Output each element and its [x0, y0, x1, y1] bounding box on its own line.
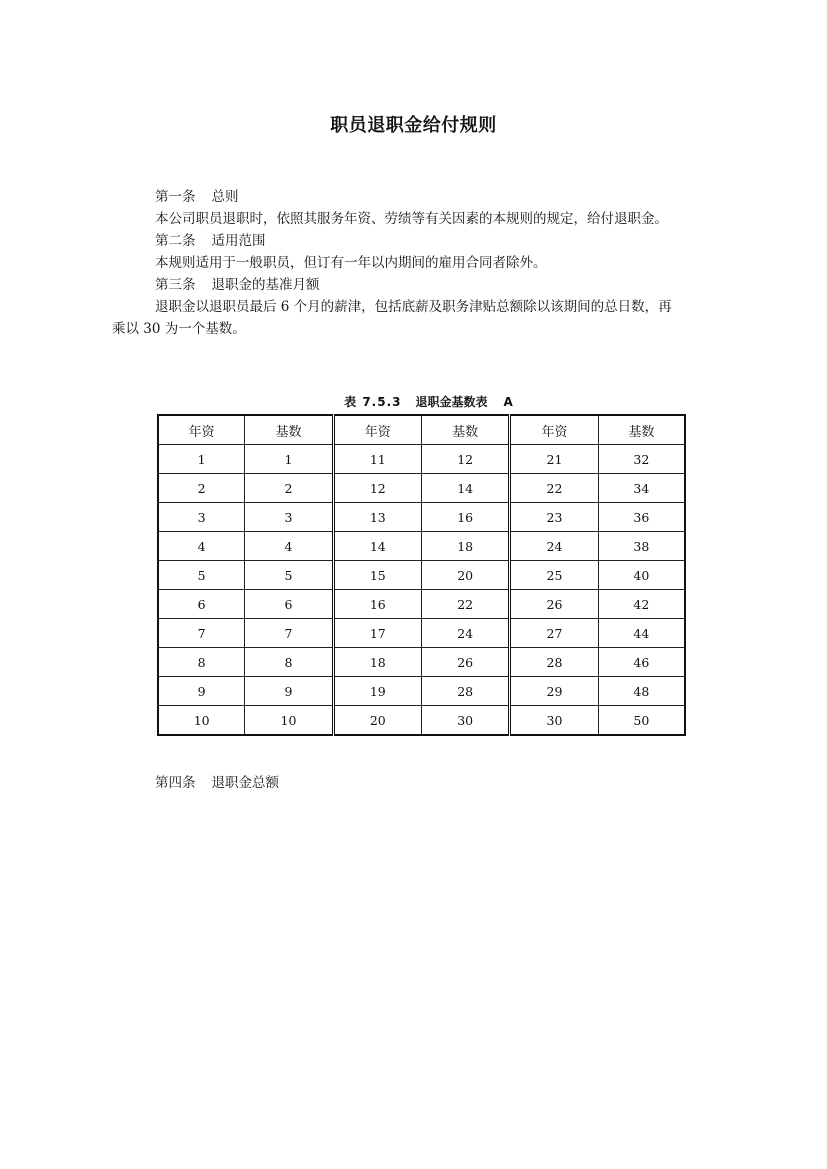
table-caption-suffix: A [503, 395, 513, 409]
article-heading: 退职金的基准月额 [211, 277, 320, 293]
cell-years: 9 [158, 677, 245, 706]
cell-base: 10 [245, 706, 333, 736]
article-3-heading [155, 275, 320, 295]
cell-years: 23 [510, 503, 598, 532]
cell-base: 30 [421, 706, 509, 736]
cell-base: 46 [598, 648, 685, 677]
cell-base: 5 [245, 561, 333, 590]
header-base: 基数 [245, 415, 333, 445]
table-caption-title: 退职金基数表 [415, 395, 488, 409]
cell-years: 21 [510, 445, 598, 474]
cell-base: 18 [421, 532, 509, 561]
cell-years: 8 [158, 648, 245, 677]
article-heading: 适用范围 [211, 233, 266, 249]
cell-years: 29 [510, 677, 598, 706]
cell-years: 11 [333, 445, 421, 474]
cell-years: 2 [158, 474, 245, 503]
cell-base: 2 [245, 474, 333, 503]
article-heading: 退职金总额 [211, 775, 279, 791]
cell-base: 44 [598, 619, 685, 648]
cell-base: 40 [598, 561, 685, 590]
cell-base: 24 [421, 619, 509, 648]
cell-years: 22 [510, 474, 598, 503]
article-3-paragraph-line-2: 乘以 30 为一个基数。 [112, 321, 246, 337]
table-row [158, 706, 685, 736]
cell-base: 14 [421, 474, 509, 503]
cell-base: 6 [245, 590, 333, 619]
table-row [158, 590, 685, 619]
table-body [158, 445, 685, 736]
cell-years: 16 [333, 590, 421, 619]
cell-years: 25 [510, 561, 598, 590]
cell-base: 8 [245, 648, 333, 677]
table-caption-number: 表 7.5.3 [344, 395, 402, 409]
cell-base: 50 [598, 706, 685, 736]
cell-base: 32 [598, 445, 685, 474]
table-row [158, 561, 685, 590]
cell-years: 12 [333, 474, 421, 503]
cell-base: 4 [245, 532, 333, 561]
cell-years: 15 [333, 561, 421, 590]
table-row [158, 619, 685, 648]
header-years: 年资 [158, 415, 245, 445]
cell-years: 6 [158, 590, 245, 619]
table-row [158, 474, 685, 503]
cell-base: 42 [598, 590, 685, 619]
article-heading: 总则 [211, 189, 239, 205]
cell-base: 22 [421, 590, 509, 619]
table-row [158, 677, 685, 706]
cell-years: 5 [158, 561, 245, 590]
cell-years: 14 [333, 532, 421, 561]
cell-base: 12 [421, 445, 509, 474]
cell-years: 27 [510, 619, 598, 648]
cell-base: 38 [598, 532, 685, 561]
cell-years: 13 [333, 503, 421, 532]
header-base: 基数 [421, 415, 509, 445]
article-2-paragraph: 本规则适用于一般职员，但订有一年以内期间的雇用合同者除外。 [155, 255, 547, 271]
cell-base: 7 [245, 619, 333, 648]
cell-base: 20 [421, 561, 509, 590]
table-caption [0, 393, 827, 410]
article-1-paragraph: 本公司职员退职时，依照其服务年资、劳绩等有关因素的本规则的规定，给付退职金。 [155, 211, 668, 227]
cell-base: 16 [421, 503, 509, 532]
cell-years: 26 [510, 590, 598, 619]
article-1-heading [155, 187, 239, 207]
cell-base: 26 [421, 648, 509, 677]
article-4-heading [155, 773, 279, 793]
cell-base: 48 [598, 677, 685, 706]
cell-base: 28 [421, 677, 509, 706]
article-number: 第二条 [155, 233, 196, 249]
cell-years: 1 [158, 445, 245, 474]
cell-years: 18 [333, 648, 421, 677]
cell-years: 3 [158, 503, 245, 532]
cell-base: 9 [245, 677, 333, 706]
article-number: 第三条 [155, 277, 196, 293]
table-header-row [158, 415, 685, 445]
cell-years: 10 [158, 706, 245, 736]
article-3-paragraph-line-1: 退职金以退职员最后 6 个月的薪津，包括底薪及职务津贴总额除以该期间的总日数，再 [155, 299, 672, 315]
cell-years: 4 [158, 532, 245, 561]
cell-base: 1 [245, 445, 333, 474]
cell-years: 24 [510, 532, 598, 561]
header-years: 年资 [333, 415, 421, 445]
cell-years: 7 [158, 619, 245, 648]
cell-base: 36 [598, 503, 685, 532]
article-2-heading [155, 231, 266, 251]
header-base: 基数 [598, 415, 685, 445]
article-number: 第四条 [155, 775, 196, 791]
document-title: 职员退职金给付规则 [330, 115, 497, 136]
cell-base: 34 [598, 474, 685, 503]
cell-years: 17 [333, 619, 421, 648]
cell-years: 19 [333, 677, 421, 706]
cell-base: 3 [245, 503, 333, 532]
cell-years: 30 [510, 706, 598, 736]
cell-years: 28 [510, 648, 598, 677]
table-row [158, 532, 685, 561]
table-row [158, 503, 685, 532]
cell-years: 20 [333, 706, 421, 736]
table-row [158, 445, 685, 474]
article-number: 第一条 [155, 189, 196, 205]
table-row [158, 648, 685, 677]
header-years: 年资 [510, 415, 598, 445]
retirement-base-table [157, 414, 686, 736]
